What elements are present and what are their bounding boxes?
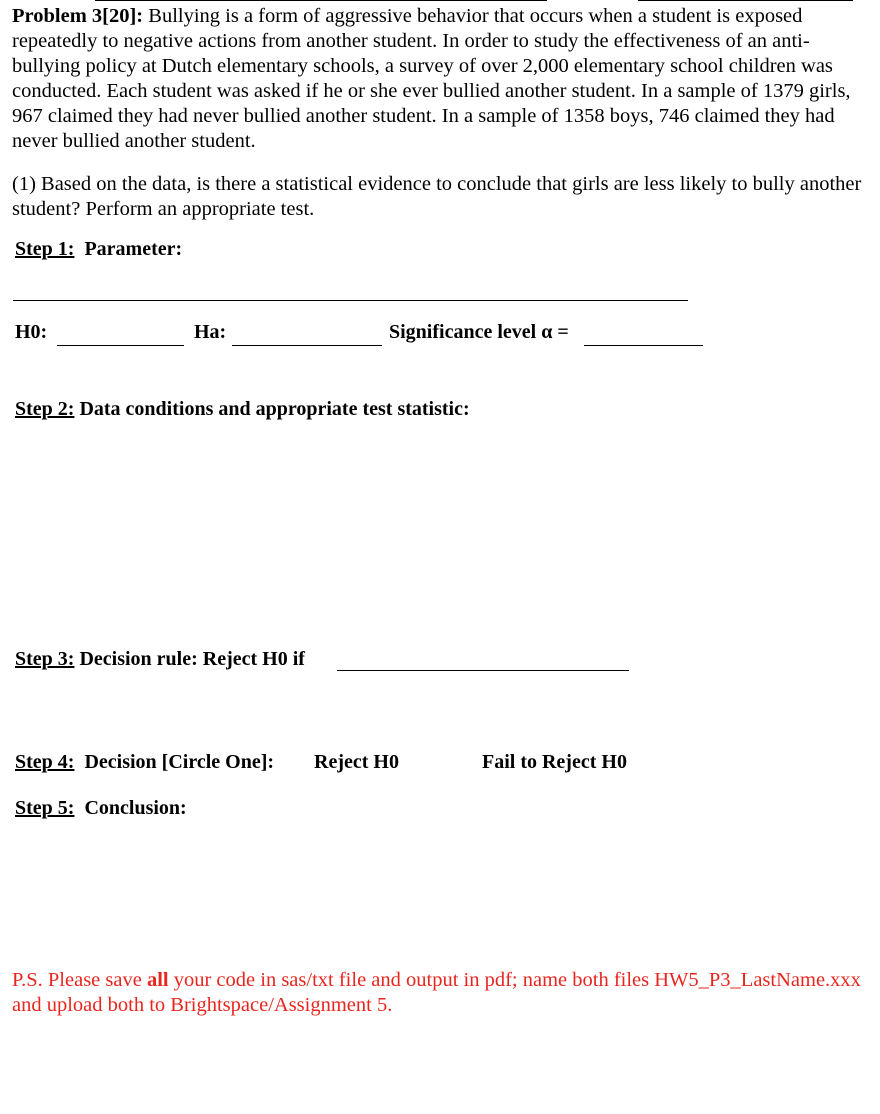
decision-rule-answer-line[interactable] [337, 670, 629, 671]
step4-heading [15, 751, 274, 774]
step5-title: Conclusion: [84, 797, 187, 819]
step1-label: Step 1: [15, 238, 75, 260]
significance-answer-line[interactable] [584, 345, 703, 346]
top-rule-left [95, 0, 547, 1]
problem-label: Problem 3[20]: [12, 5, 144, 27]
option-reject-h0[interactable]: Reject H0 [314, 751, 399, 773]
parameter-answer-line[interactable] [13, 300, 688, 301]
step2-title: Data conditions and appropriate test statistic: [79, 398, 470, 420]
step5-label: Step 5: [15, 797, 75, 819]
ps-note [12, 968, 872, 1018]
step1-heading [15, 238, 182, 261]
step2-label: Step 2: [15, 398, 75, 420]
ha-label: Ha: [194, 321, 227, 343]
problem-text: Bullying is a form of aggressive behavior that occurs when a student is exposed repeatedly to negative actions from another student. In order to study the effectiveness of an anti-bullying policy at Dutch elementary schools, a survey of over 2,000 elementary school children was conducted. Each student was asked if he or she ever bullied another student. In a sample of 1379 girls, 967 claimed they had never bullied another student. In a sample of 1358 boys, 746 claimed they had never bullied another student. [12, 5, 851, 152]
problem-statement [12, 4, 872, 154]
question-1: (1) Based on the data, is there a statistical evidence to conclude that girls are less likely to bully another student? Perform an appropriate test. [12, 173, 862, 220]
step3-label: Step 3: [15, 648, 75, 670]
step3-title: Decision rule: Reject H0 if [79, 648, 305, 670]
step4-label: Step 4: [15, 751, 75, 773]
ps-suffix: your code in sas/txt file and output in pdf; name both files HW5_P3_LastName.xxx and upload both to Brightspace/Assignment 5. [12, 969, 861, 1016]
step3-heading [15, 648, 305, 671]
step2-heading [15, 398, 470, 421]
h0-label: H0: [15, 321, 48, 343]
option-fail-to-reject-h0[interactable]: Fail to Reject H0 [482, 751, 627, 773]
significance-label: Significance level α = [389, 321, 569, 343]
step5-heading [15, 797, 187, 820]
ps-emphasis: all [146, 969, 169, 991]
step1-title: Parameter: [84, 238, 183, 260]
h0-answer-line[interactable] [57, 345, 184, 346]
step4-title: Decision [Circle One]: [84, 751, 275, 773]
ps-prefix: P.S. Please save [12, 969, 147, 991]
top-rule-right [638, 0, 853, 1]
ha-answer-line[interactable] [232, 345, 382, 346]
